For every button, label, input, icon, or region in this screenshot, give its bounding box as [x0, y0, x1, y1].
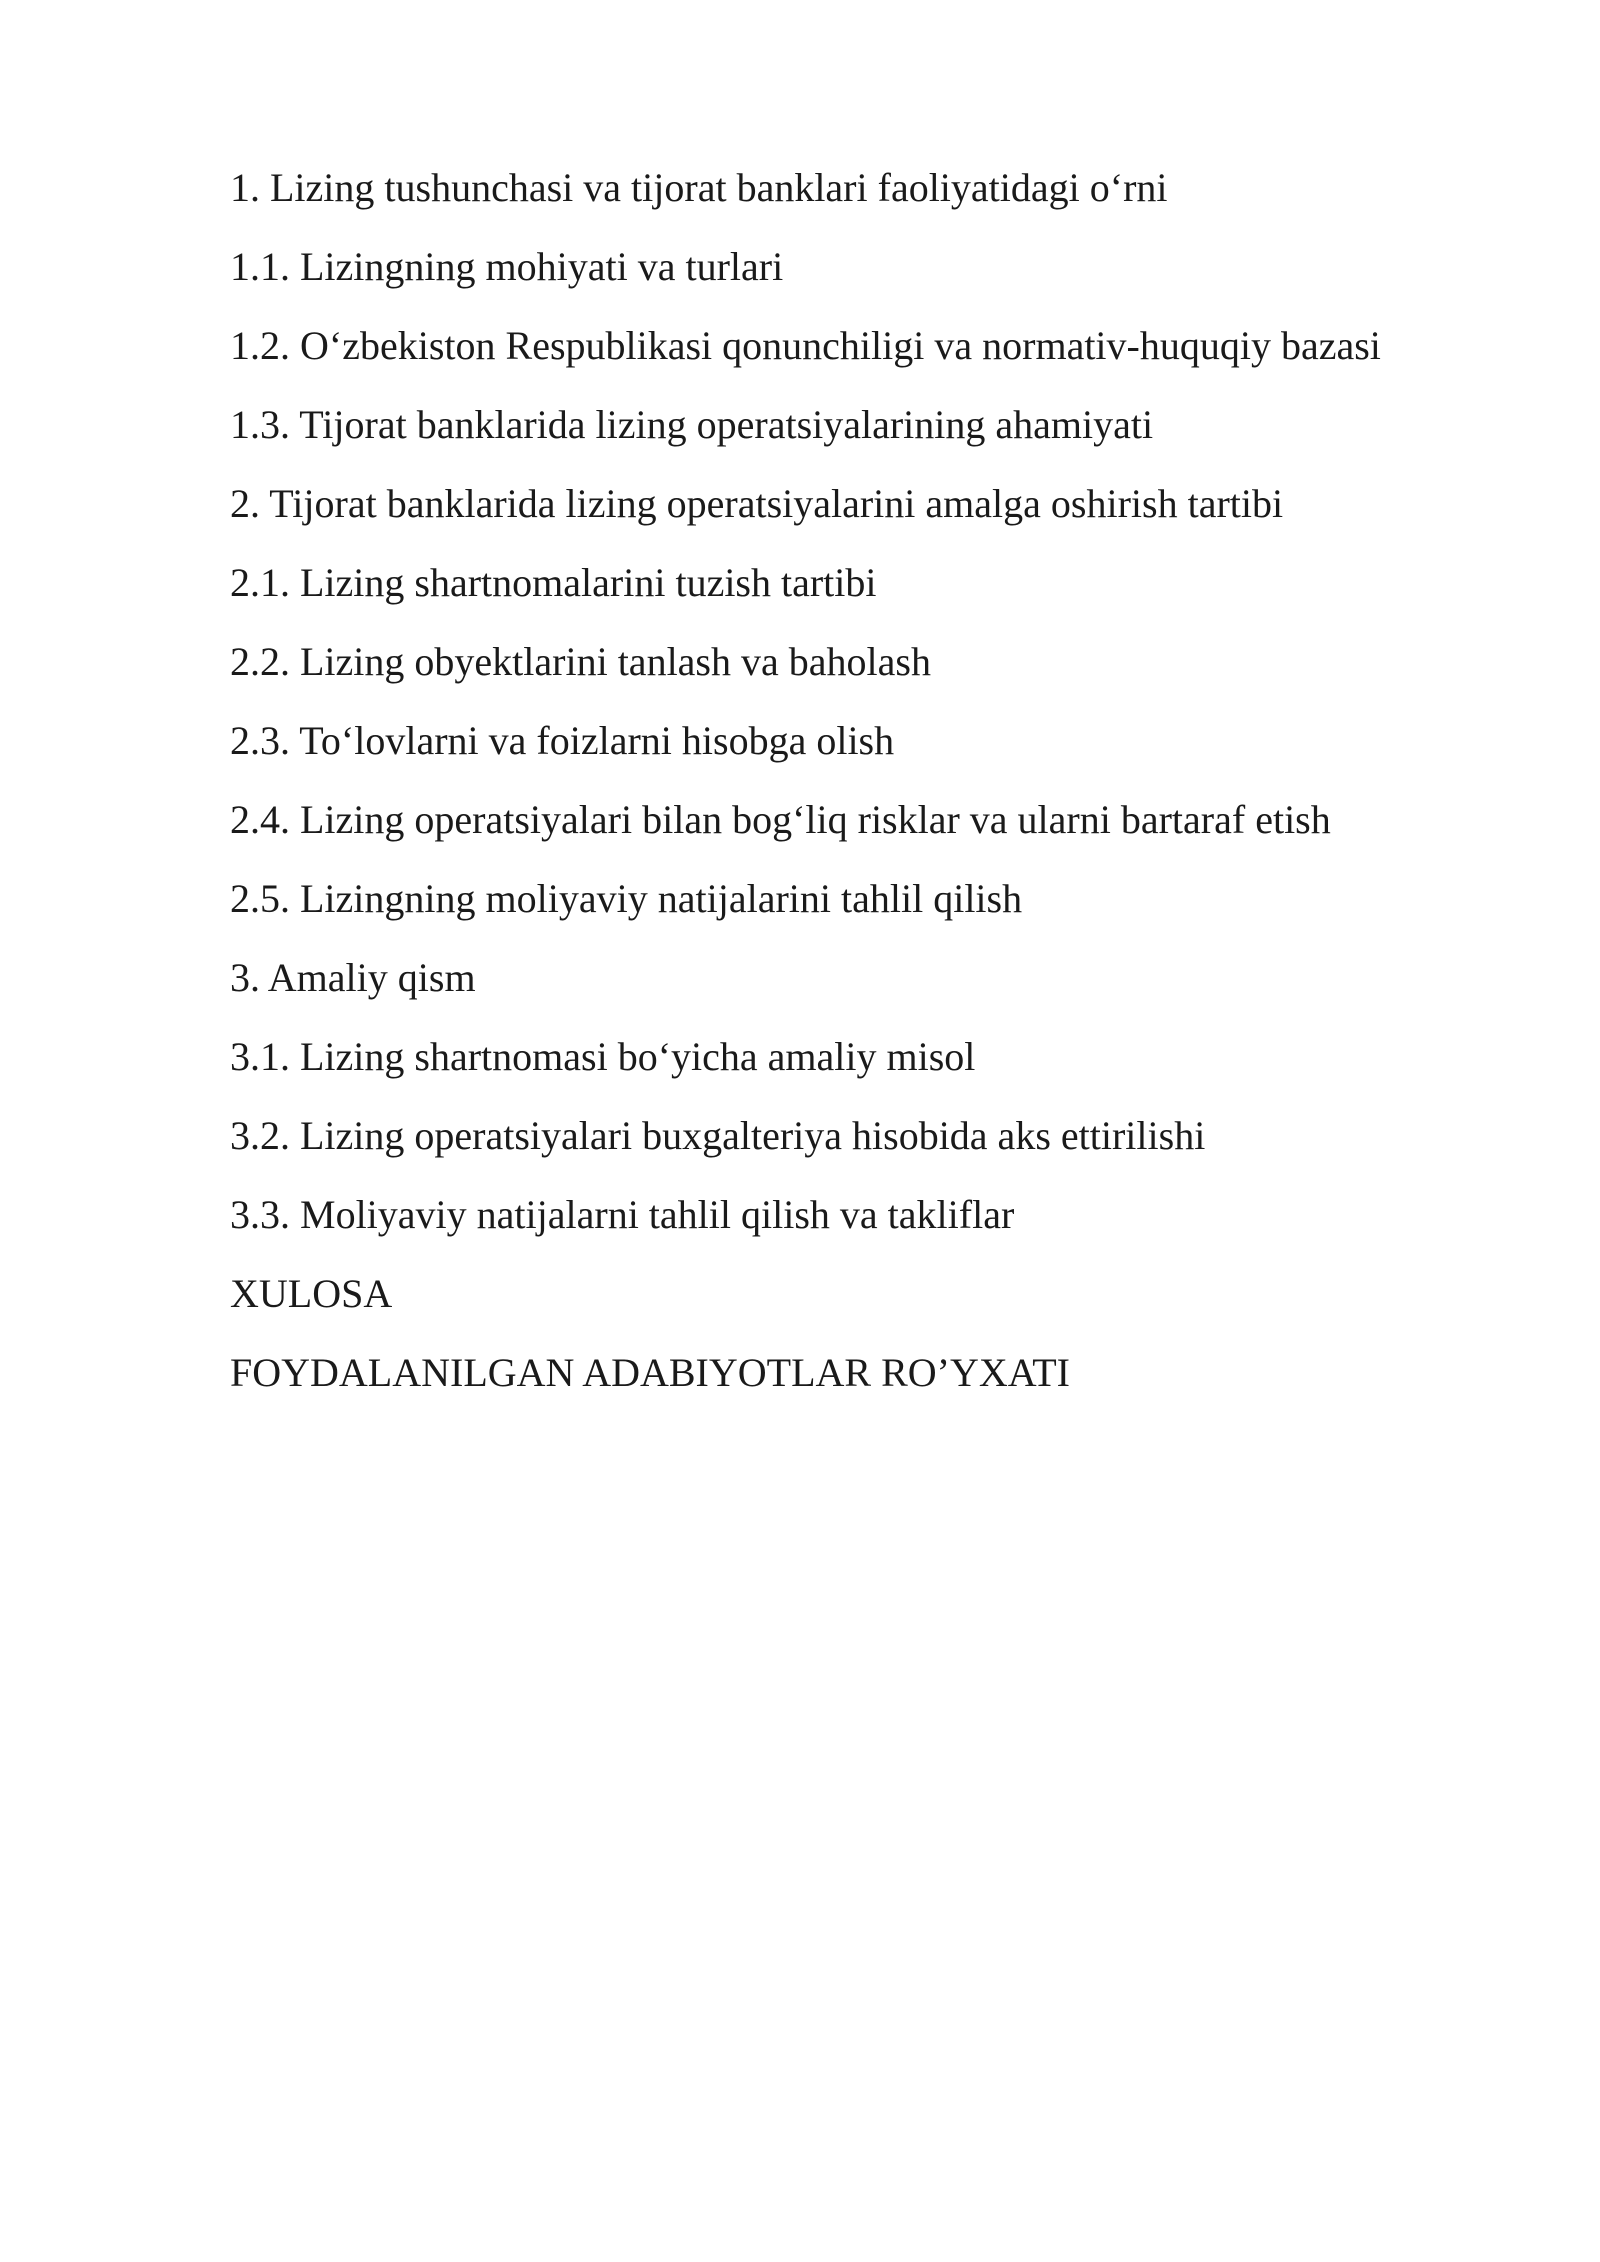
- toc-item: 2.2. Lizing obyektlarini tanlash va baholash: [230, 639, 931, 684]
- toc-item: 2.3. To‘lovlarni va foizlarni hisobga olish: [230, 718, 895, 763]
- toc-item: 1.1. Lizingning mohiyati va turlari: [230, 244, 784, 289]
- toc-item: 2.1. Lizing shartnomalarini tuzish tartibi: [230, 560, 877, 605]
- toc-item: 3.1. Lizing shartnomasi bo‘yicha amaliy misol: [230, 1034, 976, 1079]
- toc-item: 1.3. Tijorat banklarida lizing operatsiyalarining ahamiyati: [230, 402, 1154, 447]
- toc-item: 2. Tijorat banklarida lizing operatsiyalarini amalga oshirish tartibi: [230, 481, 1284, 526]
- toc-item: 1. Lizing tushunchasi va tijorat banklari faoliyatidagi o‘rni: [230, 165, 1168, 210]
- toc-item: XULOSA: [230, 1271, 393, 1316]
- toc-item: 3.3. Moliyaviy natijalarni tahlil qilish va takliflar: [230, 1192, 1015, 1237]
- toc-item: 2.5. Lizingning moliyaviy natijalarini tahlil qilish: [230, 876, 1023, 921]
- toc-item: 1.2. O‘zbekiston Respublikasi qonunchiligi va normativ-huquqiy bazasi: [230, 323, 1381, 368]
- toc-item: FOYDALANILGAN ADABIYOTLAR RO’YXATI: [230, 1350, 1070, 1395]
- toc-item: 3.2. Lizing operatsiyalari buxgalteriya hisobida aks ettirilishi: [230, 1113, 1206, 1158]
- toc-item: 3. Amaliy qism: [230, 955, 476, 1000]
- toc-item: 2.4. Lizing operatsiyalari bilan bog‘liq risklar va ularni bartaraf etish: [230, 797, 1331, 842]
- table-of-contents: [230, 148, 1530, 1412]
